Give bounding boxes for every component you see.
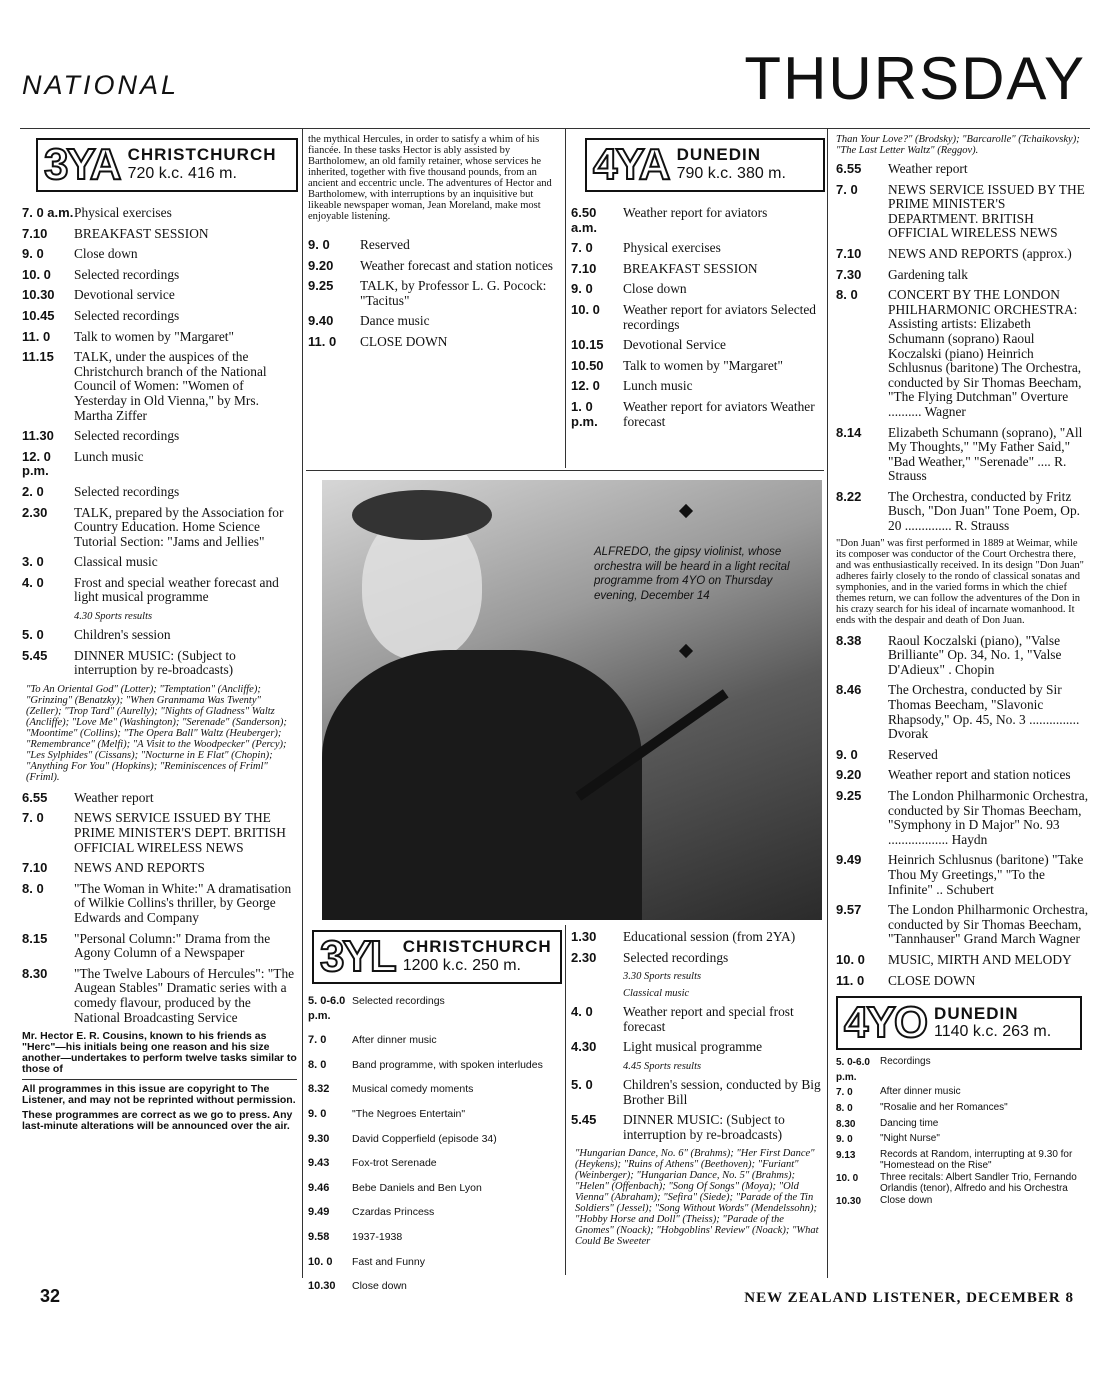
- programme-item: [22, 811, 297, 855]
- programme-title: The London Philharmonic Orchestra, conducted by Sir Thomas Beecham, "Tannhauser" Grand March Wagner: [888, 902, 1089, 947]
- programme-item: [22, 350, 297, 423]
- programme-title: Close down: [352, 1280, 407, 1293]
- programme-time: 7.10: [22, 860, 48, 876]
- programme-time: 6.55: [836, 161, 862, 176]
- programme-time: 5.45: [571, 1112, 597, 1128]
- programme-item: [571, 241, 823, 256]
- programme-time: 10.30: [308, 1280, 336, 1293]
- programme-time: 8.15: [22, 930, 48, 946]
- programme-title: The London Philharmonic Orchestra, conducted by Sir Thomas Beecham, "Symphony in D Major" No. 93 .................. Haydn: [888, 788, 1089, 847]
- programme-time: 7. 0 a.m.: [22, 205, 74, 220]
- programme-time: 10. 0: [22, 266, 51, 282]
- programme-item: [22, 485, 297, 500]
- programme-title: Close down: [74, 246, 138, 262]
- programme-item: [308, 1107, 563, 1122]
- programme-title: Selected recordings: [74, 483, 180, 499]
- programme-title: Selected recordings: [74, 428, 180, 444]
- programme-time: 9.20: [836, 767, 862, 783]
- station-city: DUNEDIN: [676, 145, 762, 165]
- programme-title: After dinner music: [880, 1086, 961, 1098]
- programme-item: [22, 268, 297, 283]
- copyright-notice: All programmes in this issue are copyright to The Listener, and may not be reprinted without permission.: [22, 1083, 296, 1107]
- programme-time: 9.25: [308, 278, 334, 294]
- programme-title: "The Twelve Labours of Hercules": "The Augean Stables" Dramatic series with a comedy flavour, produced by the National Broadcasting Service: [74, 965, 295, 1025]
- programme-time: 10.15: [571, 337, 604, 353]
- programme-item: [22, 555, 297, 570]
- programme-item: [571, 338, 823, 353]
- column-4ya: [571, 138, 823, 435]
- programme-item: [571, 400, 823, 429]
- programme-title: Physical exercises: [623, 240, 721, 256]
- programme-title: Frost and special weather forecast and light musical programme: [74, 574, 279, 605]
- programme-title: 1937-1938: [352, 1230, 403, 1243]
- programme-item: [836, 1102, 1089, 1117]
- programme-time: 10. 0: [836, 951, 865, 967]
- day-heading: THURSDAY: [744, 45, 1086, 112]
- programme-title: Weather forecast and station notices: [360, 257, 554, 273]
- programme-time: 9.43: [308, 1157, 330, 1170]
- programme-title: The Orchestra, conducted by Sir Thomas Beecham, "Slavonic Rhapsody," Op. 45, No. 3 ............... Dvorak: [888, 682, 1080, 742]
- programme-time: 8.30: [22, 965, 48, 981]
- programme-item: [308, 1181, 563, 1196]
- programme-item: [836, 683, 1089, 741]
- programme-time: 7. 0: [836, 181, 858, 197]
- programme-title: 4.45 Sports results: [623, 1060, 702, 1072]
- programme-item: [22, 882, 297, 926]
- programme-time: [571, 988, 623, 999]
- programme-time: 8. 0: [308, 1058, 327, 1071]
- programme-item: [836, 1086, 1089, 1101]
- programme-time: 9.57: [836, 902, 862, 918]
- programme-title: CONCERT BY THE LONDON PHILHARMONIC ORCHESTRA: Assisting artists: Elizabeth Schumann (soprano) Raoul Koczalski (piano) Heinrich Schlusnus (baritone) The Orchestra, conducted by Sir Thomas Beecham, "The Flying Dutchman" Overture .......... Wagner: [888, 287, 1082, 419]
- programme-time: 5. 0: [571, 1076, 593, 1092]
- programme-item: [308, 1058, 563, 1073]
- programme-item: [308, 259, 560, 274]
- programme-item: [571, 1005, 823, 1034]
- programme-time: 10.30: [836, 1195, 862, 1207]
- programme-time: 2. 0: [22, 483, 44, 499]
- programme-time: 5. 0-6.0 p.m.: [836, 1057, 870, 1083]
- column-4ya-evening: [836, 134, 1089, 1210]
- programme-time: 8.14: [836, 424, 862, 440]
- programme-title: The Orchestra, conducted by Fritz Busch, "Don Juan" Tone Poem, Op. 20 .............. R. Strauss: [888, 488, 1080, 534]
- programme-time: 7.10: [836, 245, 862, 261]
- programme-title: Band programme, with spoken interludes: [352, 1058, 543, 1071]
- programme-item: [22, 506, 297, 550]
- programme-item: [836, 1172, 1089, 1194]
- hercules-continued: the mythical Hercules, in order to satisfy a whim of his fiancée. In these tasks Hector is ably assisted by Bartholomew, an old family retainer, whose services he inherited, together with five thousand pounds, from an ancient and eccentric uncle. The adventures of Hector and Bartholomew, with interruptions by an inquisitive but likeable newspaper woman, Jean Moreland, make most enjoyable listening.: [308, 134, 552, 222]
- dinner-music-list: "Hungarian Dance, No. 6" (Brahms); "Her First Dance" (Heykens); "Ruins of Athens" (Beethoven); "Furiant" (Weinberger); "Hungarian Dance, No. 5" (Brahms); "Helen" (Offenbach); "Song Of Songs" (Moya); "Old Vienna" (Abraham); "Sefira" (Siede); "Parade of the Tin Soldiers" (Jessel); "Song Without Words" (Mendelssohn); "Hobby Horse and Doll" (Theiss); "Parade of the Gnomes" (Noack); "Hobgoblins' Review" (Noack); "What Could Be Sweeter: [575, 1148, 819, 1248]
- station-box-4ya: [585, 138, 825, 192]
- programme-time: 4.30: [571, 1039, 597, 1055]
- programme-time: 9.20: [308, 257, 334, 273]
- programme-item: [836, 490, 1089, 534]
- programme-item: [571, 1113, 823, 1142]
- programme-title: Selected recordings: [74, 266, 180, 282]
- programme-title: MUSIC, MIRTH AND MELODY: [888, 951, 1072, 967]
- column-3ya: [22, 138, 297, 1132]
- programme-title: David Copperfield (episode 34): [352, 1132, 497, 1145]
- dinner-music-continued: Than Your Love?" (Brodsky); "Barcarolle" (Tchaikovsky); "The Last Letter Waltz" (Reggov).: [836, 134, 1080, 156]
- rule: [306, 470, 824, 471]
- programme-title: Children's session: [74, 627, 171, 643]
- programme-item: [571, 262, 823, 277]
- programme-item: [836, 426, 1089, 484]
- programme-item: [308, 1132, 563, 1147]
- programme-time: 9.40: [308, 313, 334, 329]
- photo-caption: ALFREDO, the gipsy violinist, whose orchestra will be heard in a light recital programme from 4YO on Thursday evening, December 14: [594, 546, 790, 602]
- programme-time: 8.32: [308, 1083, 330, 1096]
- programme-title: Selected recordings: [74, 307, 180, 323]
- programme-title: Classical music: [623, 988, 690, 1000]
- programme-item: [22, 861, 297, 876]
- programme-title: NEWS AND REPORTS: [74, 860, 205, 876]
- programme-time: 9. 0: [836, 746, 858, 762]
- programme-title: Devotional service: [74, 287, 175, 303]
- programme-item: [836, 789, 1089, 847]
- programme-item: [22, 309, 297, 324]
- programme-time: 7.30: [836, 266, 862, 282]
- programme-item: [22, 649, 297, 678]
- programme-item: [22, 429, 297, 444]
- programme-title: Weather report and special frost forecast: [623, 1004, 794, 1034]
- programme-time: 10. 0: [308, 1255, 333, 1268]
- station-city: DUNEDIN: [934, 1003, 1019, 1023]
- programme-title: 3.30 Sports results: [623, 971, 702, 983]
- programme-item: [836, 1056, 1089, 1085]
- column-3yl: [308, 930, 563, 1304]
- programme-time: 8. 0: [836, 287, 858, 303]
- programme-item: [836, 1133, 1089, 1148]
- programme-item: [836, 853, 1089, 897]
- programme-title: Weather report for aviators Weather forecast: [623, 398, 815, 429]
- programme-time: 11. 0: [22, 328, 51, 344]
- programme-time: 4. 0: [571, 1004, 593, 1020]
- programme-item: [22, 791, 297, 806]
- programme-time: 1. 0 p.m.: [571, 398, 598, 429]
- don-juan-note: "Don Juan" was first performed in 1889 at Weimar, while its composer was conductor of the Court Orchestra there, and was enthusiastically received. In its design "Don Juan" adheres fairly closely to the rondo of classical sonatas and symphonies, and in the varied forms in which the chief themes return, we can follow the adventures of the Don in his crazy search for his ideal of incarnate womanhood. It ends with the despair and death of Don Juan.: [836, 537, 1084, 626]
- programme-title: Physical exercises: [74, 205, 172, 220]
- programme-title: Recordings: [880, 1056, 931, 1068]
- station-frequency: 720 k.c. 416 m.: [127, 165, 237, 182]
- programme-title: Talk to women by "Margaret": [623, 357, 783, 373]
- programme-item: [22, 628, 297, 643]
- programme-time: 2.30: [571, 949, 597, 965]
- programme-title: Dancing time: [880, 1117, 939, 1129]
- programme-time: 8.38: [836, 632, 862, 648]
- programme-item: [571, 1078, 823, 1107]
- programme-item: [22, 247, 297, 262]
- programme-title: NEWS SERVICE ISSUED BY THE PRIME MINISTER'S DEPARTMENT. BRITISH OFFICIAL WIRELESS NEWS: [888, 181, 1085, 241]
- programme-item: [571, 951, 823, 966]
- programme-title: CLOSE DOWN: [360, 333, 448, 349]
- programme-item: [308, 994, 563, 1023]
- programme-time: 1.30: [571, 929, 597, 944]
- programme-title: BREAKFAST SESSION: [74, 225, 209, 241]
- programme-time: 4. 0: [22, 574, 44, 590]
- programme-time: 10.30: [22, 287, 55, 303]
- programme-item: [571, 303, 823, 332]
- station-frequency: 1200 k.c. 250 m.: [402, 957, 521, 974]
- programme-time: 9.46: [308, 1181, 330, 1194]
- programme-time: 9.58: [308, 1230, 330, 1243]
- programme-title: "Personal Column:" Drama from the Agony Column of a Newspaper: [74, 930, 271, 961]
- programme-title: Raoul Koczalski (piano), "Valse Brilliante" Op. 34, No. 1, "Valse D'Adieux" . Chopin: [888, 632, 1062, 677]
- station-frequency: 790 k.c. 380 m.: [676, 165, 786, 182]
- programme-title: Fox-trot Serenade: [352, 1157, 437, 1170]
- programme-title: 4.30 Sports results: [74, 611, 153, 623]
- programme-item: [308, 1230, 563, 1245]
- programme-title: TALK, by Professor L. G. Pocock: "Tacitus": [360, 278, 547, 308]
- column-hercules: [308, 134, 560, 356]
- programme-title: Weather report for aviators Selected recordings: [623, 301, 816, 332]
- programme-time: 6.50 a.m.: [571, 205, 598, 235]
- programme-title: CLOSE DOWN: [888, 972, 976, 988]
- programme-item: [571, 1040, 823, 1055]
- programme-item: [308, 314, 560, 329]
- programme-item: [308, 1082, 563, 1097]
- station-city: CHRISTCHURCH: [402, 937, 552, 957]
- programme-item: [571, 1061, 823, 1072]
- programme-title: TALK, prepared by the Association for Country Education. Home Science Tutorial Section: "Jams and Jellies": [74, 504, 284, 549]
- station-box-3yl: [312, 930, 562, 984]
- programme-item: [22, 288, 297, 303]
- programme-time: 7. 0: [308, 1034, 327, 1047]
- programme-time: 8.22: [836, 488, 862, 504]
- programme-item: [22, 967, 297, 1025]
- programme-item: [22, 932, 297, 961]
- programme-title: DINNER MUSIC: (Subject to interruption by re-broadcasts): [623, 1112, 785, 1142]
- programme-title: BREAKFAST SESSION: [623, 260, 758, 276]
- programme-item: [22, 611, 297, 622]
- programme-time: 11.15: [22, 349, 54, 365]
- programme-item: [571, 359, 823, 374]
- programme-time: 9.49: [308, 1206, 330, 1219]
- programme-item: [571, 282, 823, 297]
- programme-title: Close down: [623, 281, 687, 297]
- programme-title: Children's session, conducted by Big Brother Bill: [623, 1076, 821, 1107]
- programme-title: Reserved: [360, 237, 410, 252]
- programme-title: DINNER MUSIC: (Subject to interruption by re-broadcasts): [74, 647, 236, 678]
- programme-time: 12. 0 p.m.: [22, 448, 51, 479]
- programme-time: 11. 0: [836, 972, 865, 988]
- programme-title: "The Negroes Entertain": [352, 1107, 466, 1120]
- programme-title: TALK, under the auspices of the Christchurch branch of the National Council of Women: "Women of Yesterday in Old Vienna," by Mrs. Martha Ziffer: [74, 349, 267, 423]
- programme-time: 5. 0: [22, 627, 44, 643]
- station-frequency: 1140 k.c. 263 m.: [934, 1023, 1052, 1041]
- programme-item: [571, 379, 823, 394]
- programme-time: 8.30: [836, 1118, 856, 1130]
- programme-title: "Night Nurse": [880, 1133, 940, 1145]
- programme-item: [836, 183, 1089, 241]
- programme-title: Czardas Princess: [352, 1206, 435, 1219]
- programme-title: Records at Random, interrupting at 9.30 for "Homestead on the Rise": [880, 1148, 1073, 1171]
- programme-time: 9. 0: [308, 237, 330, 252]
- programme-title: Dance music: [360, 313, 430, 329]
- programme-time: 6.55: [22, 789, 48, 805]
- network-heading: NATIONAL: [22, 70, 180, 100]
- programme-time: 12. 0: [571, 378, 600, 394]
- dinner-music-list: "To An Oriental God" (Lotter); "Temptation" (Ancliffe); "Grinzing" (Benatzky); "When Granmama Was Twenty" (Zeller); "Trop Tard" (Aurelly); "Nights of Gladness" Waltz (Ancliffe); "Love Me" (Washington); "Serenade" (Sanderson); "Moontime" (Collins); "The Opera Ball" Waltz (Heuberger); "Remembrance" (Melfi); "A Visit to the Woodpecker" (Percy); "Les Sylphides" (Cissans); "Nocturne in E Flat" (Chopin); "Anything For You" (Hopkins); "Reminiscences of Friml" (Friml).: [26, 683, 287, 783]
- column-divider: [565, 128, 566, 468]
- programme-time: 7. 0: [571, 240, 593, 256]
- programme-title: NEWS SERVICE ISSUED BY THE PRIME MINISTER'S DEPT. BRITISH OFFICIAL WIRELESS NEWS: [74, 810, 286, 855]
- programme-title: Fast and Funny: [352, 1255, 425, 1268]
- programme-title: Weather report for aviators: [623, 205, 768, 220]
- programme-title: Talk to women by "Margaret": [74, 328, 234, 344]
- programme-title: Heinrich Schlusnus (baritone) "Take Thou My Greetings," "To the Infinite" .. Schubert: [888, 852, 1084, 897]
- programme-title: Weather report: [888, 161, 968, 176]
- programme-title: Three recitals: Albert Sandler Trio, Fernando Orlandis (tenor), Alfredo and his Orchestra: [880, 1171, 1077, 1194]
- programme-item: [836, 768, 1089, 783]
- programme-item: [836, 1149, 1089, 1171]
- programme-item: [22, 206, 297, 221]
- programme-time: [571, 971, 623, 982]
- programme-item: [836, 953, 1089, 968]
- programme-title: Weather report: [74, 789, 154, 805]
- programme-time: 9. 0: [571, 281, 593, 297]
- programme-title: Musical comedy moments: [352, 1083, 474, 1096]
- programme-title: Selected recordings: [352, 995, 445, 1007]
- programme-time: 8.46: [836, 682, 862, 698]
- page-number: 32: [40, 1286, 61, 1306]
- programme-item: [308, 238, 560, 253]
- programme-title: "The Woman in White:" A dramatisation of Wilkie Collins's thriller, by George Edwards and Company: [74, 880, 292, 925]
- programme-item: [836, 748, 1089, 763]
- programme-title: Educational session (from 2YA): [623, 929, 796, 944]
- programme-title: Reserved: [888, 746, 938, 762]
- programme-time: 10. 0: [836, 1172, 859, 1184]
- programme-item: [836, 1118, 1089, 1133]
- rule: [22, 1079, 297, 1080]
- programme-time: 7.10: [571, 260, 597, 276]
- station-city: CHRISTCHURCH: [127, 145, 277, 165]
- station-call: 4YA: [593, 140, 669, 189]
- programme-item: [308, 1205, 563, 1220]
- programme-title: "Rosalie and her Romances": [880, 1101, 1008, 1113]
- programme-time: 9. 0: [308, 1107, 327, 1120]
- programme-title: Gardening talk: [888, 266, 968, 282]
- programme-time: 5. 0-6.0 p.m.: [308, 995, 346, 1022]
- programme-title: Lunch music: [623, 378, 693, 394]
- programme-item: [836, 268, 1089, 283]
- programme-time: 8. 0: [22, 880, 44, 896]
- publication-footer: NEW ZEALAND LISTENER, DECEMBER 8: [744, 1290, 1074, 1306]
- programme-item: [22, 576, 297, 605]
- programme-title: Elizabeth Schumann (soprano), "All My Thoughts," "My Father Said," "Bad Weather," "Serenade" .... R. Strauss: [888, 424, 1083, 484]
- programme-time: 9.13: [836, 1149, 856, 1161]
- column-divider: [565, 925, 566, 1275]
- programme-item: [22, 227, 297, 242]
- programme-item: [571, 206, 823, 235]
- programme-item: [836, 288, 1089, 419]
- station-box-4yo: [836, 996, 1082, 1050]
- programme-title: Weather report and station notices: [888, 767, 1071, 783]
- programme-title: NEWS AND REPORTS (approx.): [888, 245, 1072, 261]
- programme-time: 7.10: [22, 225, 48, 241]
- programme-time: 9.49: [836, 852, 862, 868]
- column-4ya-continued: [571, 930, 823, 1247]
- programme-time: 10.45: [22, 307, 55, 323]
- programme-item: [308, 1033, 563, 1048]
- programme-time: 9. 0: [836, 1134, 853, 1146]
- programme-time: 10.50: [571, 357, 604, 373]
- column-divider: [827, 128, 828, 1278]
- programme-item: [308, 1255, 563, 1270]
- programme-time: 5.45: [22, 647, 48, 663]
- programme-title: Light musical programme: [623, 1039, 763, 1055]
- programme-item: [836, 903, 1089, 947]
- programme-time: 9. 0: [22, 246, 44, 262]
- column-divider: [302, 128, 303, 1278]
- rule: [20, 128, 1090, 129]
- programme-time: 9.30: [308, 1132, 330, 1145]
- alterations-notice: These programmes are correct as we go to press. Any last-minute alterations will be announced over the air.: [22, 1109, 293, 1133]
- programme-item: [836, 974, 1089, 989]
- programme-time: 7. 0: [836, 1087, 853, 1099]
- programme-time: 3. 0: [22, 554, 44, 570]
- programme-item: [308, 1279, 563, 1294]
- station-box-3ya: [36, 138, 298, 192]
- programme-item: [22, 330, 297, 345]
- programme-title: Selected recordings: [623, 949, 729, 965]
- programme-time: 11.30: [22, 428, 54, 444]
- programme-item: [836, 634, 1089, 678]
- programme-item: [836, 247, 1089, 262]
- programme-time: 8. 0: [836, 1102, 853, 1114]
- programme-time: 2.30: [22, 504, 48, 520]
- programme-title: After dinner music: [352, 1034, 437, 1047]
- programme-title: Classical music: [74, 554, 158, 570]
- programme-time: 10. 0: [571, 301, 600, 317]
- programme-time: 7. 0: [22, 810, 44, 826]
- station-call: 4YO: [844, 998, 927, 1048]
- programme-time: [571, 1061, 623, 1072]
- programme-title: Close down: [880, 1194, 933, 1206]
- programme-item: [571, 988, 823, 999]
- programme-item: [22, 450, 297, 479]
- programme-title: Lunch music: [74, 448, 144, 464]
- programme-time: 11. 0: [308, 333, 337, 349]
- programme-time: 9.25: [836, 788, 862, 803]
- hercules-note: Mr. Hector E. R. Cousins, known to his friends as "Herc"—his initials being one reason and his size another—undertakes to perform twelve tasks similar to those of: [22, 1030, 297, 1076]
- programme-item: [571, 930, 823, 945]
- programme-title: Devotional Service: [623, 337, 726, 353]
- programme-item: [308, 335, 560, 350]
- programme-item: [308, 1156, 563, 1171]
- programme-item: [571, 971, 823, 982]
- programme-title: Bebe Daniels and Ben Lyon: [352, 1181, 482, 1194]
- programme-time: [22, 611, 74, 622]
- station-call: 3YL: [320, 932, 395, 981]
- programme-item: [836, 1195, 1089, 1210]
- programme-item: [836, 162, 1089, 177]
- programme-item: [308, 279, 560, 308]
- station-call: 3YA: [44, 140, 120, 189]
